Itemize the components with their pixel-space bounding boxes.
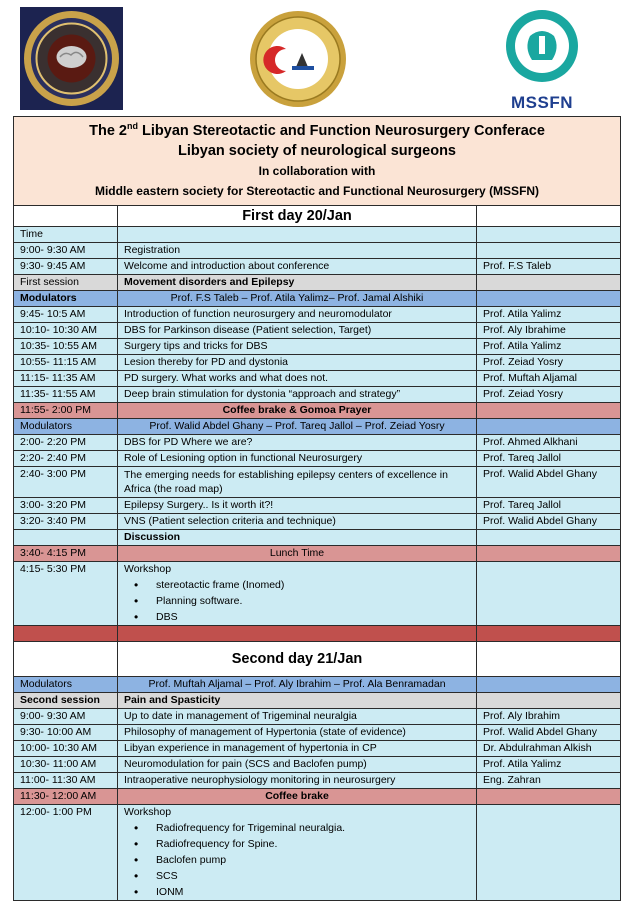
row-topic: Deep brain stimulation for dystonia “approach and strategy” [118,387,477,403]
row-topic: VNS (Patient selection criteria and technique) [118,514,477,530]
workshop-label: Workshop [124,563,172,575]
row-topic: DBS for PD Where we are? [118,435,477,451]
workshop-row [14,805,621,901]
table-row [14,709,621,725]
table-row [14,435,621,451]
conference-header [14,117,621,206]
time-label: Time [14,227,118,243]
list-item: • stereotactic frame (Inomed) [156,577,476,593]
break-time: 11:55- 2:00 PM [14,403,118,419]
row-topic: Surgery tips and tricks for DBS [118,339,477,355]
row-topic: Epilepsy Surgery.. Is it worth it?! [118,498,477,514]
row-topic: Neuromodulation for pain (SCS and Baclofen pump) [118,757,477,773]
workshop-content [118,805,477,901]
table-row [14,387,621,403]
table-row [14,339,621,355]
row-topic: Lesion thereby for PD and dystonia [118,355,477,371]
row-speaker: Dr. Abdulrahman Alkish [477,741,621,757]
row-topic: Philosophy of management of Hypertonia (state of evidence) [118,725,477,741]
break-row [14,789,621,805]
list-item: • DBS [156,609,476,625]
session-topic: Movement disorders and Epilepsy [118,275,477,291]
table-row [14,514,621,530]
row-topic: Welcome and introduction about conference [118,259,477,275]
row-speaker: Prof. Atila Yalimz [477,339,621,355]
tripoli-hospital-logo [248,9,348,109]
list-item: • Baclofen pump [156,852,476,868]
row-topic: Registration [118,243,477,259]
list-item: • IONM [156,884,476,900]
modulators-label: Modulators [14,291,118,307]
row-speaker: Prof. Walid Abdel Ghany [477,467,621,498]
workshop-row [14,562,621,626]
time-header-row [14,227,621,243]
workshop-time: 12:00- 1:00 PM [14,805,118,901]
workshop-list [124,577,476,625]
day2-title-row [14,642,621,677]
logos-bar [0,0,632,116]
table-row [14,725,621,741]
row-speaker: Prof. Zeiad Yosry [477,387,621,403]
row-topic: Up to date in management of Trigeminal neuralgia [118,709,477,725]
modulators-row [14,291,621,307]
conference-title: The 2nd Libyan Stereotactic and Function Neurosurgery Conferace [89,121,545,139]
workshop-label: Workshop [124,806,172,818]
table-row [14,757,621,773]
list-item: • Radiofrequency for Trigeminal neuralgia. [156,820,476,836]
row-speaker: Prof. Zeiad Yosry [477,355,621,371]
table-row [14,355,621,371]
row-time: 9:45- 10:5 AM [14,307,118,323]
row-time: 2:20- 2:40 PM [14,451,118,467]
table-row [14,259,621,275]
session-label: First session [14,275,118,291]
row-topic: Role of Lesioning option in functional Neurosurgery [118,451,477,467]
discussion-label: Discussion [118,530,477,546]
table-row [14,371,621,387]
modulators-names: Prof. Walid Abdel Ghany – Prof. Tareq Jallol – Prof. Zeiad Yosry [118,419,477,435]
session-row [14,275,621,291]
lunch-label: Lunch Time [118,546,477,562]
row-time: 9:30- 10:00 AM [14,725,118,741]
row-time: 3:20- 3:40 PM [14,514,118,530]
modulators-names: Prof. F.S Taleb – Prof. Atila Yalimz– Prof. Jamal Alshiki [118,291,477,307]
table-row [14,307,621,323]
table-row [14,243,621,259]
collab-line: In collaboration with [258,164,376,178]
table-row [14,498,621,514]
row-time: 10:35- 10:55 AM [14,339,118,355]
workshop-time: 4:15- 5:30 PM [14,562,118,626]
schedule-table [13,116,620,901]
modulators-names: Prof. Muftah Aljamal – Prof. Aly Ibrahim – Prof. Ala Benramadan [118,677,477,693]
row-speaker: Prof. Tareq Jallol [477,498,621,514]
row-time: 10:30- 11:00 AM [14,757,118,773]
break-time: 11:30- 12:00 AM [14,789,118,805]
row-speaker: Prof. Walid Abdel Ghany [477,514,621,530]
modulators-row [14,677,621,693]
libyan-society-logo [20,7,123,110]
row-speaker [477,243,621,259]
row-topic: Introduction of function neurosurgery and neuromodulator [118,307,477,323]
workshop-content [118,562,477,626]
row-speaker: Prof. Aly Ibrahim [477,709,621,725]
row-speaker: Prof. Ahmed Alkhani [477,435,621,451]
session-row [14,693,621,709]
break-label: Coffee brake [118,789,477,805]
row-speaker: Eng. Zahran [477,773,621,789]
workshop-list [124,820,476,900]
row-time: 10:55- 11:15 AM [14,355,118,371]
organizer-line: Libyan society of neurological surgeons [178,143,456,159]
mssfn-logo [500,8,584,112]
row-speaker: Prof. Aly Ibrahime [477,323,621,339]
lunch-time: 3:40- 4:15 PM [14,546,118,562]
row-speaker: Prof. Atila Yalimz [477,757,621,773]
separator-row [14,626,621,642]
day2-title: Second day 21/Jan [118,642,477,677]
row-time: 9:30- 9:45 AM [14,259,118,275]
discussion-row [14,530,621,546]
session-label: Second session [14,693,118,709]
table-row [14,323,621,339]
session-topic: Pain and Spasticity [118,693,477,709]
day1-title-row [14,206,621,227]
row-speaker: Prof. F.S Taleb [477,259,621,275]
row-topic: Libyan experience in management of hypertonia in CP [118,741,477,757]
list-item: • Planning software. [156,593,476,609]
break-row [14,403,621,419]
row-speaker: Prof. Muftah Aljamal [477,371,621,387]
row-time: 2:00- 2:20 PM [14,435,118,451]
modulators-label: Modulators [14,677,118,693]
row-topic: DBS for Parkinson disease (Patient selection, Target) [118,323,477,339]
row-topic: PD surgery. What works and what does not. [118,371,477,387]
table-row [14,741,621,757]
day1-title: First day 20/Jan [118,206,477,227]
modulators-row [14,419,621,435]
row-time: 9:00- 9:30 AM [14,243,118,259]
mssfn-logo-text: MSSFN [511,93,573,112]
row-time: 3:00- 3:20 PM [14,498,118,514]
list-item: • SCS [156,868,476,884]
row-speaker: Prof. Atila Yalimz [477,307,621,323]
table-row [14,773,621,789]
row-topic: Intraoperative neurophysiology monitoring in neurosurgery [118,773,477,789]
row-time: 11:15- 11:35 AM [14,371,118,387]
row-time: 11:35- 11:55 AM [14,387,118,403]
table-row [14,451,621,467]
row-topic: The emerging needs for establishing epilepsy centers of excellence in Africa (the road map) [118,467,477,498]
table-row [14,467,621,498]
break-label: Coffee brake & Gomoa Prayer [118,403,477,419]
collab-org-line: Middle eastern society for Stereotactic and Functional Neurosurgery (MSSFN) [94,184,540,198]
row-time: 10:10- 10:30 AM [14,323,118,339]
row-speaker: Prof. Walid Abdel Ghany [477,725,621,741]
row-time: 10:00- 10:30 AM [14,741,118,757]
lunch-row [14,546,621,562]
modulators-label: Modulators [14,419,118,435]
row-time: 2:40- 3:00 PM [14,467,118,498]
row-time: 11:00- 11:30 AM [14,773,118,789]
row-speaker: Prof. Tareq Jallol [477,451,621,467]
row-time: 9:00- 9:30 AM [14,709,118,725]
list-item: • Radiofrequency for Spine. [156,836,476,852]
